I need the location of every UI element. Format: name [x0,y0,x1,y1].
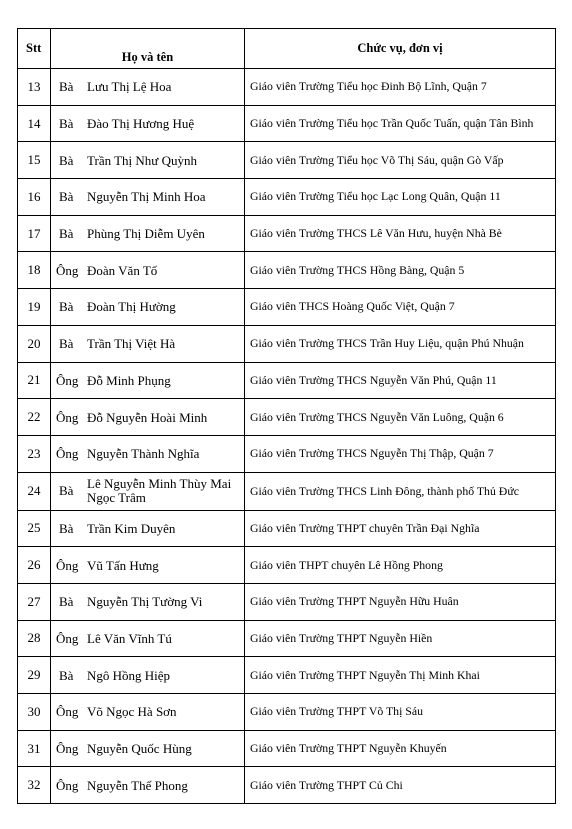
table-row [18,547,556,584]
full-name: Nguyễn Thành Nghĩa [87,446,200,462]
full-name: Ngô Hồng Hiệp [87,667,171,683]
name-cell [51,179,245,216]
name-cell [51,510,245,547]
honorific: Bà [59,79,74,95]
name-cell [51,620,245,657]
role-cell: Giáo viên Trường THPT Võ Thị Sáu [245,694,556,731]
role-cell: Giáo viên Trường THCS Lê Văn Hưu, huyện Nhà Bè [245,215,556,252]
full-name: Nguyễn Thị Tường Vi [87,594,203,610]
role-cell: Giáo viên Trường THPT Củ Chi [245,767,556,804]
role-cell: Giáo viên Trường Tiểu học Trần Quốc Tuấn, quận Tân Bình [245,105,556,142]
table-row [18,694,556,731]
honorific: Bà [59,483,74,499]
role-cell: Giáo viên Trường Tiểu học Võ Thị Sáu, quận Gò Vấp [245,142,556,179]
role-cell: Giáo viên Trường THPT Nguyễn Thị Minh Khai [245,657,556,694]
role-cell: Giáo viên Trường THCS Hồng Bàng, Quận 5 [245,252,556,289]
honoree-table [17,28,556,804]
row-number: 16 [18,179,51,216]
honorific: Bà [59,336,74,352]
honorific: Bà [59,116,74,132]
role-cell: Giáo viên Trường THPT Nguyễn Hiền [245,620,556,657]
name-cell [51,730,245,767]
role-cell: Giáo viên Trường THCS Trần Huy Liệu, quận Phú Nhuận [245,325,556,362]
row-number: 29 [18,657,51,694]
name-cell [51,215,245,252]
full-name: Nguyễn Thị Minh Hoa [87,189,206,205]
row-number: 31 [18,730,51,767]
row-number: 28 [18,620,51,657]
table-row [18,730,556,767]
row-number: 24 [18,472,51,510]
name-cell [51,547,245,584]
full-name: Nguyễn Thế Phong [87,777,188,793]
table-row [18,69,556,106]
row-number: 15 [18,142,51,179]
name-cell [51,105,245,142]
full-name: Lê Nguyễn Minh Thùy Mai Ngọc Trâm [87,476,232,506]
full-name: Phùng Thị Diễm Uyên [87,226,205,242]
honorific: Bà [59,152,74,168]
name-cell [51,325,245,362]
header-row [18,29,556,69]
full-name: Nguyễn Quốc Hùng [87,741,192,757]
name-cell [51,252,245,289]
name-cell [51,435,245,472]
role-cell: Giáo viên Trường THCS Nguyễn Văn Phú, Quận 11 [245,362,556,399]
role-cell: Giáo viên Trường THPT Nguyễn Khuyến [245,730,556,767]
honorific: Ông [56,446,79,462]
honorific: Bà [59,226,74,242]
honorific: Bà [59,299,74,315]
honorific: Bà [59,667,74,683]
full-name: Lê Văn Vĩnh Tú [87,630,172,646]
table-row [18,435,556,472]
role-column-header: Chức vụ, đơn vị [245,29,556,69]
honorific: Ông [56,262,79,278]
role-cell: Giáo viên THPT chuyên Lê Hồng Phong [245,547,556,584]
table-row [18,767,556,804]
honorific: Ông [56,557,79,573]
name-cell [51,583,245,620]
row-number: 27 [18,583,51,620]
table-row [18,105,556,142]
table-row [18,289,556,326]
name-cell [51,289,245,326]
row-number: 14 [18,105,51,142]
row-number: 25 [18,510,51,547]
role-cell: Giáo viên Trường Tiểu học Lạc Long Quân, Quận 11 [245,179,556,216]
table-row [18,325,556,362]
name-cell [51,362,245,399]
name-cell [51,694,245,731]
table-row [18,583,556,620]
full-name: Trần Thị Việt Hà [87,336,176,352]
name-cell [51,472,245,510]
full-name: Trần Thị Như Quỳnh [87,152,197,168]
name-column-header: Họ và tên [51,29,245,69]
full-name: Vũ Tấn Hưng [87,557,159,573]
row-number: 30 [18,694,51,731]
honorific: Bà [59,594,74,610]
row-number: 21 [18,362,51,399]
table-row [18,215,556,252]
honorific: Bà [59,189,74,205]
row-number: 20 [18,325,51,362]
role-cell: Giáo viên Trường Tiểu học Đinh Bộ Lĩnh, Quận 7 [245,69,556,106]
role-cell: Giáo viên Trường THCS Nguyễn Thị Thập, Quận 7 [245,435,556,472]
row-number: 23 [18,435,51,472]
full-name: Lưu Thị Lệ Hoa [87,79,172,95]
full-name: Đoàn Văn Tố [87,262,158,278]
table-row [18,179,556,216]
role-cell: Giáo viên THCS Hoàng Quốc Việt, Quận 7 [245,289,556,326]
honorific: Ông [56,777,79,793]
row-number: 19 [18,289,51,326]
honorific: Ông [56,741,79,757]
name-cell [51,69,245,106]
table-row [18,620,556,657]
role-cell: Giáo viên Trường THPT Nguyễn Hữu Huân [245,583,556,620]
table-row [18,362,556,399]
table-row [18,142,556,179]
full-name: Trần Kim Duyên [87,520,176,536]
row-number: 13 [18,69,51,106]
name-cell [51,657,245,694]
honorific: Ông [56,372,79,388]
full-name: Đào Thị Hương Huệ [87,116,195,132]
full-name: Võ Ngọc Hà Sơn [87,704,177,720]
row-number: 18 [18,252,51,289]
row-number: 17 [18,215,51,252]
name-cell [51,399,245,436]
table-row [18,657,556,694]
role-cell: Giáo viên Trường THCS Nguyễn Văn Luông, Quận 6 [245,399,556,436]
name-cell [51,142,245,179]
full-name: Đoàn Thị Hường [87,299,176,315]
table-row [18,399,556,436]
honorific: Bà [59,520,74,536]
honorific: Ông [56,409,79,425]
stt-column-header: Stt [18,29,51,69]
full-name: Đỗ Minh Phụng [87,372,171,388]
row-number: 32 [18,767,51,804]
table-row [18,472,556,510]
table-row [18,252,556,289]
row-number: 22 [18,399,51,436]
row-number: 26 [18,547,51,584]
honorific: Ông [56,630,79,646]
full-name: Đỗ Nguyễn Hoài Minh [87,409,208,425]
table-row [18,510,556,547]
role-cell: Giáo viên Trường THPT chuyên Trần Đại Nghĩa [245,510,556,547]
honorific: Ông [56,704,79,720]
name-cell [51,767,245,804]
table-body [18,69,556,804]
role-cell: Giáo viên Trường THCS Linh Đông, thành phố Thủ Đức [245,472,556,510]
